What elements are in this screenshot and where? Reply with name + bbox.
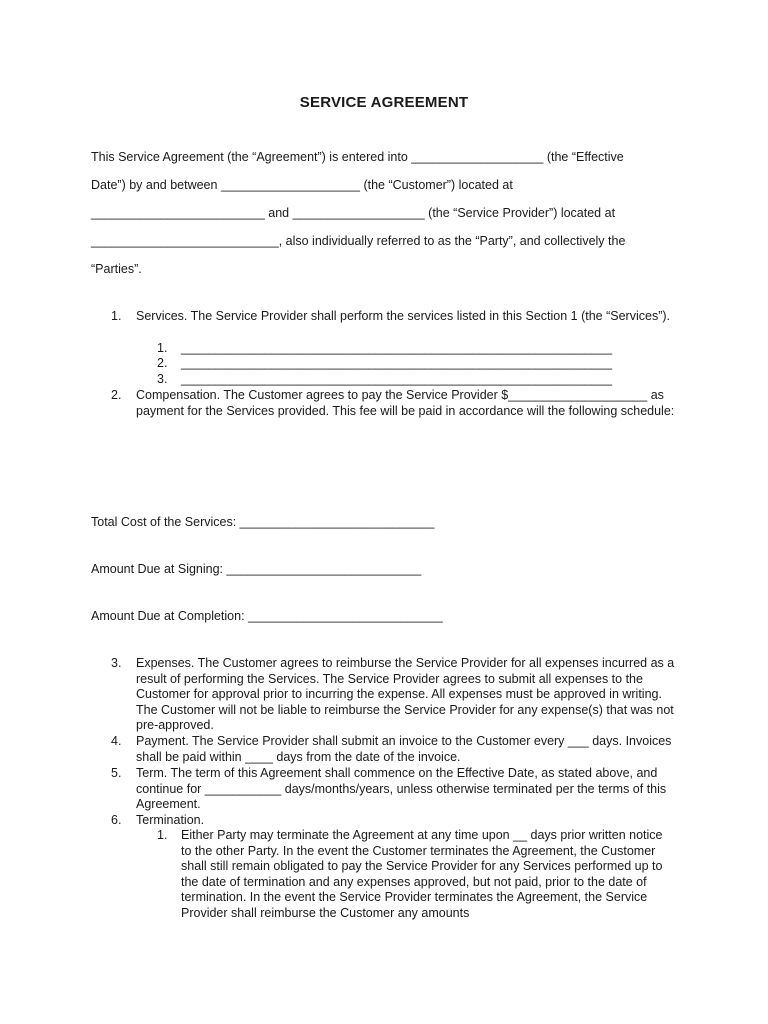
total-cost-field: Total Cost of the Services: ____________________________ [91, 515, 435, 529]
intro-line: _________________________ and ___________________ (the “Service Provider”) located at [91, 206, 616, 220]
intro-line: ___________________________, also individually referred to as the “Party”, and collectively the [91, 234, 626, 248]
section-number: 1. [111, 309, 122, 323]
document-title: SERVICE AGREEMENT [299, 94, 469, 111]
section-number: 4. [111, 734, 122, 748]
termination-item: Either Party may terminate the Agreement at any time upon __ days prior written notice to the other Party. In the event the Customer terminates the Agreement, the Customer shall still remain obligated to pay the Service Provider for any Services performed up to the date of termination and any expenses approved, but not paid, prior to the date of termination. In the event the Service Provider terminates the Agreement, the Service Provider shall reimburse the Customer any amounts [181, 828, 663, 920]
section-term: Term. The term of this Agreement shall commence on the Effective Date, as stated above, and continue for ___________ days/months/years, unless otherwise terminated per the terms of this Agreement. [136, 766, 667, 812]
amount-due-completion-field: Amount Due at Completion: ____________________________ [91, 609, 443, 623]
intro-line: Date”) by and between ____________________ (the “Customer”) located at [91, 178, 513, 192]
termination-item-number: 1. [157, 828, 168, 842]
intro-line: This Service Agreement (the “Agreement”) is entered into ___________________ (the “Effective [91, 150, 624, 164]
intro-line: “Parties”. [91, 262, 142, 276]
section-termination: Termination. [136, 813, 205, 827]
section-services: Services. The Service Provider shall perform the services listed in this Section 1 (the “Services”). [136, 309, 670, 323]
section-payment: Payment. The Service Provider shall submit an invoice to the Customer every ___ days. Invoices shall be paid within ____ days from the date of the invoice. [136, 734, 672, 764]
section-number: 3. [111, 656, 122, 670]
service-line-number: 1. [157, 341, 168, 355]
service-line-blank: ______________________________________________________________ [181, 341, 613, 355]
amount-due-signing-field: Amount Due at Signing: ____________________________ [91, 562, 422, 576]
section-expenses: Expenses. The Customer agrees to reimburse the Service Provider for all expenses incurred as a result of performing the Services. The Service Provider agrees to submit all expenses to the Customer for approval prior to incurring the expense. All expenses must be approved in writing. The Customer will not be liable to reimburse the Service Provider for any expense(s) that was not pre-approved. [136, 656, 675, 733]
section-compensation: Compensation. The Customer agrees to pay the Service Provider $____________________ as payment for the Services provided. This fee will be paid in accordance will the following schedule: [136, 388, 675, 418]
service-line-number: 2. [157, 356, 168, 370]
service-line-blank: ______________________________________________________________ [181, 372, 613, 386]
section-number: 5. [111, 766, 122, 780]
section-number: 2. [111, 388, 122, 402]
section-number: 6. [111, 813, 122, 827]
service-line-blank: ______________________________________________________________ [181, 356, 613, 370]
service-line-number: 3. [157, 372, 168, 386]
